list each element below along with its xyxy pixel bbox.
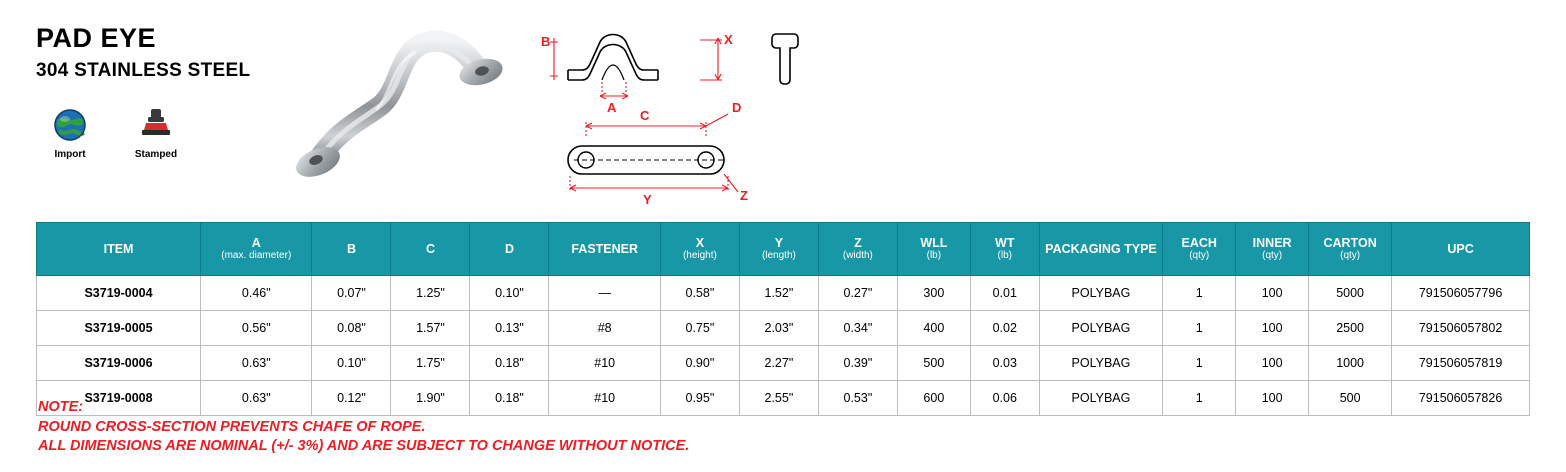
dimension-label-a: A xyxy=(607,100,617,115)
cell-packaging: POLYBAG xyxy=(1039,381,1163,416)
cell-fastener: #10 xyxy=(549,381,660,416)
dimension-label-b: B xyxy=(541,34,551,49)
cell-c: 1.90" xyxy=(391,381,470,416)
cell-packaging: POLYBAG xyxy=(1039,276,1163,311)
cell-b: 0.12" xyxy=(312,381,391,416)
badge-label: Import xyxy=(54,149,86,160)
cell-d: 0.13" xyxy=(470,311,549,346)
cell-carton: 500 xyxy=(1309,381,1392,416)
dimension-label-d: D xyxy=(732,100,742,115)
cell-z: 0.27" xyxy=(818,276,897,311)
column-header-upc: UPC xyxy=(1392,223,1530,276)
dimension-label-c2: C xyxy=(640,108,650,123)
cell-a: 0.63" xyxy=(201,346,312,381)
table-row xyxy=(37,311,1530,346)
cell-a: 0.56" xyxy=(201,311,312,346)
cell-x: 0.75" xyxy=(660,311,739,346)
specification-table xyxy=(36,222,1530,416)
cell-fastener: #10 xyxy=(549,346,660,381)
cell-d: 0.10" xyxy=(470,276,549,311)
cell-c: 1.25" xyxy=(391,276,470,311)
cell-each: 1 xyxy=(1163,381,1236,416)
cell-item: S3719-0005 xyxy=(37,311,201,346)
column-header-packaging-type: PACKAGING TYPE xyxy=(1039,223,1163,276)
product-photo xyxy=(280,10,530,190)
cell-x: 0.90" xyxy=(660,346,739,381)
cell-each: 1 xyxy=(1163,311,1236,346)
cell-b: 0.10" xyxy=(312,346,391,381)
cell-upc: 791506057826 xyxy=(1392,381,1530,416)
column-header-fastener: FASTENER xyxy=(549,223,660,276)
page-subtitle: 304 STAINLESS STEEL xyxy=(36,59,251,81)
column-header-a: A (max. diameter) xyxy=(201,223,312,276)
cell-wll: 300 xyxy=(897,276,970,311)
cell-z: 0.39" xyxy=(818,346,897,381)
cell-y: 1.52" xyxy=(739,276,818,311)
column-header-b: B xyxy=(312,223,391,276)
cell-c: 1.75" xyxy=(391,346,470,381)
cell-item: S3719-0004 xyxy=(37,276,201,311)
column-header-wt: WT (lb) xyxy=(970,223,1039,276)
stamp-icon xyxy=(126,104,186,146)
cell-inner: 100 xyxy=(1236,276,1309,311)
badge-import xyxy=(40,104,100,160)
dimension-label-z: Z xyxy=(740,188,748,203)
cell-inner: 100 xyxy=(1236,381,1309,416)
page-title: PAD EYE xyxy=(36,23,157,53)
cell-a: 0.63" xyxy=(201,381,312,416)
column-header-d: D xyxy=(470,223,549,276)
notes-block xyxy=(38,398,689,457)
note-line: ROUND CROSS-SECTION PREVENTS CHAFE OF ROPE. xyxy=(38,418,426,435)
badge-group xyxy=(40,104,186,160)
cell-y: 2.03" xyxy=(739,311,818,346)
cell-carton: 2500 xyxy=(1309,311,1392,346)
technical-drawings xyxy=(540,8,860,208)
column-header-item: ITEM xyxy=(37,223,201,276)
column-header-c: C xyxy=(391,223,470,276)
cell-b: 0.08" xyxy=(312,311,391,346)
cell-fastener: #8 xyxy=(549,311,660,346)
cell-y: 2.55" xyxy=(739,381,818,416)
cell-packaging: POLYBAG xyxy=(1039,311,1163,346)
cell-wt: 0.01 xyxy=(970,276,1039,311)
cell-carton: 1000 xyxy=(1309,346,1392,381)
cell-b: 0.07" xyxy=(312,276,391,311)
cell-wll: 400 xyxy=(897,311,970,346)
dimension-label-x: X xyxy=(724,32,733,47)
cell-upc: 791506057796 xyxy=(1392,276,1530,311)
dimension-label-y: Y xyxy=(643,192,652,207)
cell-x: 0.95" xyxy=(660,381,739,416)
cell-y: 2.27" xyxy=(739,346,818,381)
cell-item: S3719-0006 xyxy=(37,346,201,381)
note-line: NOTE: xyxy=(38,399,84,415)
cell-each: 1 xyxy=(1163,276,1236,311)
column-header-z: Z (width) xyxy=(818,223,897,276)
badge-label: Stamped xyxy=(134,149,178,160)
table-header-row xyxy=(37,223,1530,276)
cell-carton: 5000 xyxy=(1309,276,1392,311)
globe-icon xyxy=(40,104,100,146)
cell-z: 0.34" xyxy=(818,311,897,346)
cell-each: 1 xyxy=(1163,346,1236,381)
cell-d: 0.18" xyxy=(470,381,549,416)
cell-wll: 600 xyxy=(897,381,970,416)
cell-item: S3719-0008 xyxy=(37,381,201,416)
cell-wt: 0.06 xyxy=(970,381,1039,416)
cell-wt: 0.02 xyxy=(970,311,1039,346)
cell-wt: 0.03 xyxy=(970,346,1039,381)
cell-upc: 791506057819 xyxy=(1392,346,1530,381)
badge-stamped xyxy=(126,104,186,160)
cell-packaging: POLYBAG xyxy=(1039,346,1163,381)
cell-z: 0.53" xyxy=(818,381,897,416)
cell-wll: 500 xyxy=(897,346,970,381)
column-header-inner: INNER (qty) xyxy=(1236,223,1309,276)
cell-a: 0.46" xyxy=(201,276,312,311)
cell-x: 0.58" xyxy=(660,276,739,311)
column-header-wll: WLL (lb) xyxy=(897,223,970,276)
table-row xyxy=(37,276,1530,311)
cell-inner: 100 xyxy=(1236,311,1309,346)
cell-fastener: — xyxy=(549,276,660,311)
note-line: ALL DIMENSIONS ARE NOMINAL (+/- 3%) AND ARE SUBJECT TO CHANGE WITHOUT NOTICE. xyxy=(38,438,690,455)
cell-inner: 100 xyxy=(1236,346,1309,381)
column-header-each: EACH (qty) xyxy=(1163,223,1236,276)
cell-upc: 791506057802 xyxy=(1392,311,1530,346)
column-header-carton: CARTON (qty) xyxy=(1309,223,1392,276)
table-row xyxy=(37,346,1530,381)
column-header-x: X (height) xyxy=(660,223,739,276)
cell-d: 0.18" xyxy=(470,346,549,381)
cell-c: 1.57" xyxy=(391,311,470,346)
column-header-y: Y (length) xyxy=(739,223,818,276)
